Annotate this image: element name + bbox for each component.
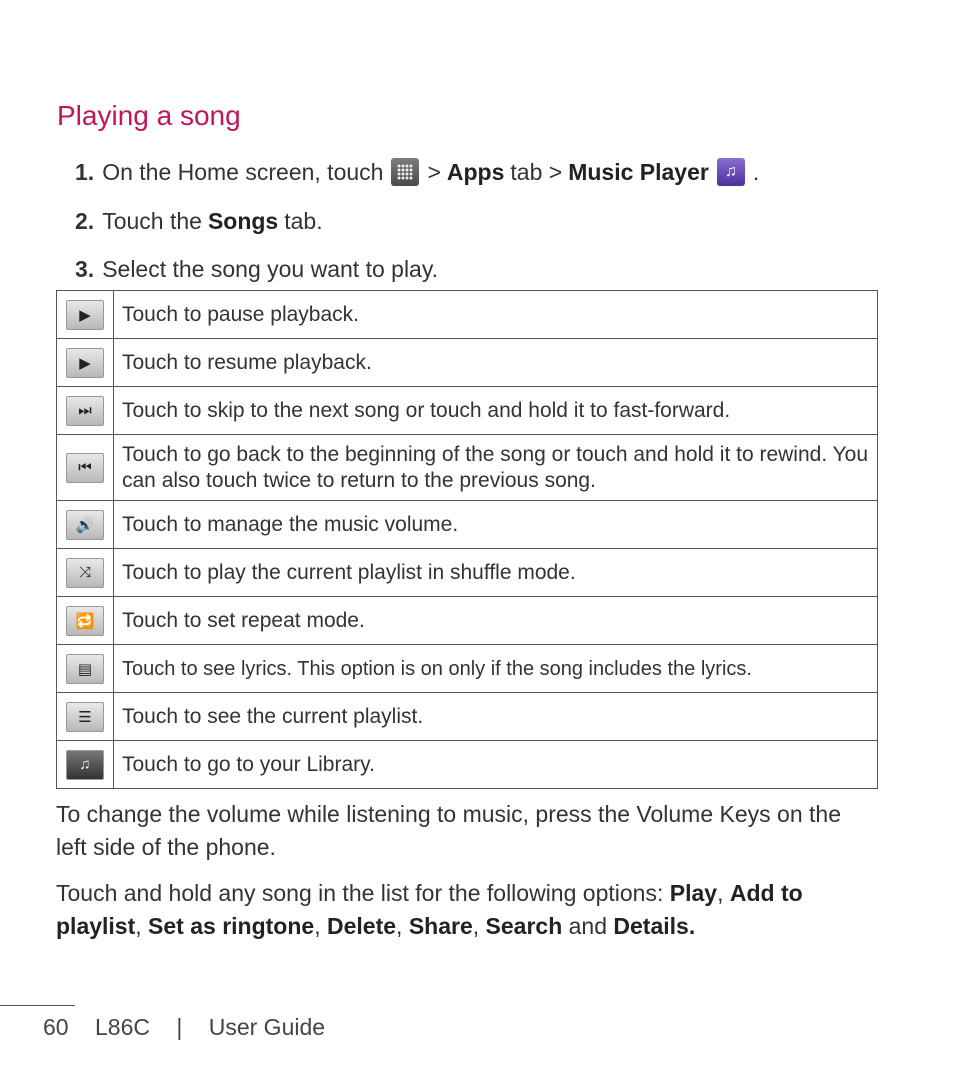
table-row bbox=[57, 645, 878, 693]
separator: , bbox=[717, 880, 730, 906]
table-row bbox=[57, 387, 878, 435]
control-description: Touch to manage the music volume. bbox=[114, 501, 878, 549]
options-paragraph bbox=[56, 877, 876, 943]
footer-divider: | bbox=[176, 1014, 183, 1040]
step-text: Touch the bbox=[102, 208, 202, 234]
option-details: Details. bbox=[613, 913, 696, 939]
apps-grid-icon bbox=[391, 158, 419, 186]
section-title: Playing a song bbox=[57, 100, 241, 131]
step-number: 2. bbox=[75, 208, 95, 234]
step-number: 3. bbox=[75, 256, 95, 282]
option-add-to-playlist: Add to playlist bbox=[56, 880, 803, 939]
apps-label: Apps bbox=[446, 158, 505, 185]
library-icon: ♫ bbox=[66, 750, 104, 780]
option-delete: Delete bbox=[326, 913, 397, 939]
model-name: L86C bbox=[94, 1014, 150, 1040]
control-description: Touch to skip to the next song or touch and hold it to fast-forward. bbox=[114, 387, 878, 435]
control-description: Touch to see the current playlist. bbox=[114, 693, 878, 741]
guide-title: User Guide bbox=[208, 1014, 326, 1040]
table-row bbox=[57, 339, 878, 387]
separator: , bbox=[396, 913, 409, 939]
volume-icon: 🔊 bbox=[66, 510, 104, 540]
step-text: Select the song you want to play. bbox=[102, 256, 439, 282]
repeat-icon: 🔁 bbox=[66, 606, 104, 636]
play-icon: ▶ bbox=[66, 348, 104, 378]
previous-track-icon: ⏮ bbox=[66, 453, 104, 483]
pause-icon: ▶ bbox=[66, 300, 104, 330]
music-note-icon: ♫ bbox=[717, 158, 745, 186]
separator: , bbox=[314, 913, 327, 939]
separator: , bbox=[472, 913, 486, 939]
option-share: Share bbox=[408, 913, 473, 939]
table-row bbox=[57, 435, 878, 501]
playlist-icon: ☰ bbox=[66, 702, 104, 732]
step-text: On the Home screen, touch bbox=[102, 158, 384, 185]
step-1 bbox=[75, 158, 759, 186]
table-row bbox=[57, 741, 878, 789]
table-row bbox=[57, 693, 878, 741]
table-row bbox=[57, 501, 878, 549]
table-row bbox=[57, 291, 878, 339]
control-description: Touch to play the current playlist in shuffle mode. bbox=[114, 549, 878, 597]
control-description: Touch to go to your Library. bbox=[114, 741, 878, 789]
separator: and bbox=[562, 913, 614, 939]
volume-paragraph: To change the volume while listening to music, press the Volume Keys on the left side of the phone. bbox=[56, 801, 841, 860]
next-track-icon: ⏭ bbox=[66, 396, 104, 426]
control-description: Touch to set repeat mode. bbox=[114, 597, 878, 645]
control-description: Touch to pause playback. bbox=[114, 291, 878, 339]
options-intro: Touch and hold any song in the list for the following options: bbox=[56, 880, 670, 906]
step-number: 1. bbox=[75, 158, 95, 185]
music-player-label: Music Player bbox=[568, 158, 709, 185]
shuffle-icon: ⤨ bbox=[66, 558, 104, 588]
controls-table bbox=[56, 290, 878, 789]
control-description: Touch to see lyrics. This option is on only if the song includes the lyrics. bbox=[114, 645, 878, 693]
step-text: tab > bbox=[510, 158, 563, 185]
table-row bbox=[57, 597, 878, 645]
step-text: tab. bbox=[284, 208, 323, 234]
songs-label: Songs bbox=[207, 208, 279, 234]
page-footer bbox=[43, 1014, 345, 1041]
step-text: . bbox=[752, 158, 760, 185]
control-description: Touch to resume playback. bbox=[114, 339, 878, 387]
step-3 bbox=[75, 256, 438, 283]
option-search: Search bbox=[485, 913, 563, 939]
control-description: Touch to go back to the beginning of the song or touch and hold it to rewind. You can also touch twice to return to the previous song. bbox=[114, 435, 878, 501]
footer-rule bbox=[0, 1005, 75, 1006]
lyrics-icon: ▤ bbox=[66, 654, 104, 684]
step-text: > bbox=[427, 158, 441, 185]
table-row bbox=[57, 549, 878, 597]
page-number: 60 bbox=[43, 1014, 69, 1040]
option-play: Play bbox=[669, 880, 718, 906]
separator: , bbox=[135, 913, 149, 939]
option-set-as-ringtone: Set as ringtone bbox=[148, 913, 315, 939]
step-2 bbox=[75, 208, 323, 235]
